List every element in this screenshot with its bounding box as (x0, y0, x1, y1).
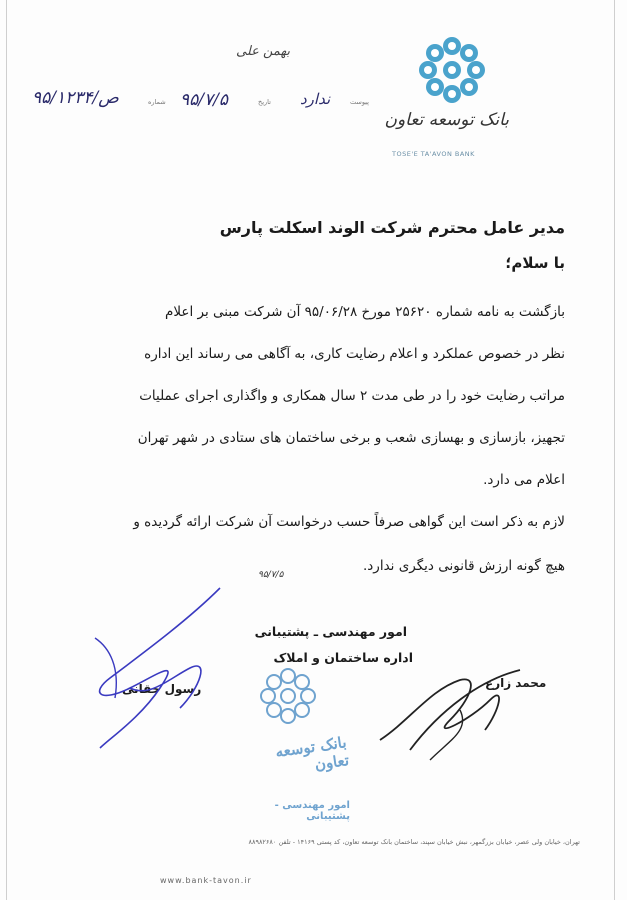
body-line: اعلام می دارد. (483, 472, 565, 488)
body-line: تجهیز، بازسازی و بهسازی شعب و برخی ساختمان های ستادی در شهر تهران (137, 430, 565, 446)
attachment-value: ندارد (300, 90, 331, 108)
footer-address: تهران، خیابان ولی عصر، خیابان بزرگمهر، نبش خیابان سپند، ساختمان بانک توسعه تعاون، کد پستی ۱۴۱۶۹ - تلفن ۸۸۹۸۲۶۸۰ (248, 838, 580, 846)
date-label: تاریخ (258, 98, 271, 106)
body-line: مراتب رضایت خود را در طی مدت ۲ سال همکاری و واگذاری اجرای عملیات (139, 388, 565, 404)
body-line: نظر در خصوص عملکرد و اعلام رضایت کاری، به آگاهی می رساند این اداره (144, 346, 565, 362)
body-line: بازگشت به نامه شماره ۲۵۶۲۰ مورخ ۹۵/۰۶/۲۸ آن شرکت مبنی بر اعلام (165, 304, 565, 320)
body-line: لازم به ذکر است این گواهی صرفاً حسب درخواست آن شرکت ارائه گردیده و (133, 514, 565, 530)
number-label: شماره (148, 98, 166, 106)
letter-meta (30, 90, 410, 116)
bank-name: بانک توسعه تعاون (384, 110, 509, 130)
right-signature-scribble (370, 650, 550, 770)
signer-right-name: محمد زارع (485, 676, 547, 690)
recipient: مدیر عامل محترم شرکت الوند اسکلت پارس (219, 218, 565, 237)
bank-logo (412, 30, 492, 110)
bank-name-latin: TOSE'E TA'AVON BANK (392, 150, 475, 158)
greeting: با سلام؛ (505, 254, 565, 272)
handwritten-date: ۹۵/۷/۵ (258, 570, 284, 580)
stamp-text-top: بانک توسعه تعاون (274, 733, 351, 774)
page-edge-right (614, 0, 615, 900)
signer-left-name: رسول حقانی (122, 682, 202, 696)
body-line: هیچ گونه ارزش قانونی دیگری ندارد. (363, 558, 565, 574)
page-edge-left (6, 0, 7, 900)
footer-url: www.bank-tavon.ir (160, 876, 252, 885)
sub-dept-title: اداره ساختمان و املاک (273, 650, 413, 665)
dept-title: امور مهندسی ـ پشتیبانی (254, 624, 407, 639)
attachment-label: پیوست (350, 98, 369, 106)
date-value: ۹۵/۷/۵ (180, 90, 228, 110)
number-value: ۹۵/۱۲۳۴/ص (32, 88, 119, 108)
top-signature: بهمن علی (236, 44, 291, 59)
stamp-text-bottom: امور مهندسی - پشتیبانی (274, 800, 350, 822)
